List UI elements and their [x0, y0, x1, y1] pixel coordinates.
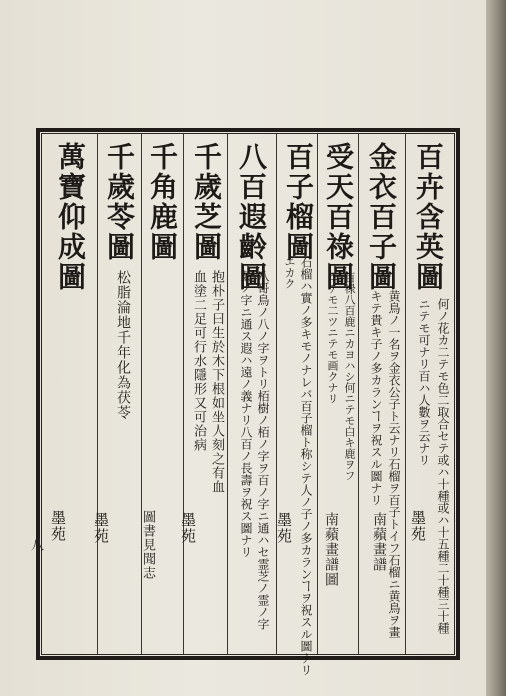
column-rule — [276, 134, 277, 654]
entry-note: キテ貴キ子ノ多カランヿヲ祝スル圖ナリ — [369, 290, 383, 506]
column-rule — [97, 134, 98, 654]
column-rule — [183, 134, 184, 654]
entry-source: 墨苑 — [92, 512, 110, 544]
entry-title: 千角鹿圖 — [146, 142, 179, 262]
page-edge — [486, 0, 506, 696]
entry-title: 金衣百子圖 — [365, 142, 398, 292]
entry-source: 墨苑 — [49, 510, 67, 542]
column-rule — [405, 134, 406, 654]
entry-title: 百子榴圖 — [282, 142, 315, 262]
entry-title: 受天百祿圖 — [322, 142, 355, 292]
entry-source: 南蘋畫譜圖 — [323, 512, 339, 587]
entry-note: 八哥鳥ノ八ノ字ヲトリ栢樹ノ栢ノ字ヲ百ノ字ニ通ハセ霊芝ノ霊ノ字 — [256, 270, 270, 630]
entry-title: 萬寶仰成圖 — [54, 142, 87, 292]
entry-note: 何ノ花カ二テモ色二取合セテ或ハ十種或ハ十五種二十種三十種 — [436, 298, 450, 634]
entry-note: 黄鳥ノ一名ヲ金衣公子ト云ナリ石榴ヲ百子トイフ石榴ニ黄鳥ヲ畫 — [387, 290, 401, 638]
entry-title: 八百遐齡圖 — [235, 142, 268, 292]
column-rule — [227, 134, 228, 654]
entry-title: 千歲苓圖 — [103, 142, 136, 262]
entry-note: 松脂淪地千年化為茯苓 — [115, 270, 131, 420]
entry-source: 墨苑 — [275, 512, 293, 544]
column-rule — [317, 134, 318, 654]
entry-note: 百禄八百鹿ニカヨハシ何ニテモ白キ鹿ヲフ — [343, 272, 356, 481]
entry-title: 千歲芝圖 — [190, 142, 223, 262]
entry-source: 墨苑 — [179, 512, 197, 544]
entry-note: 血塗二足可行水隱形又可治病 — [191, 270, 206, 452]
entry-note: 齡ノ字ニ通ス遐ハ遠ノ義ナリ八百ノ長壽ヲ祝ス圖ナリ — [239, 270, 253, 558]
entry-note: 抱朴子曰生於木下根如坐人刻之有血 — [209, 270, 224, 494]
entry-source: 南蘋畫譜 — [371, 512, 387, 572]
entry-note: ニテモ可ナリ百ハ人數ヲ云ナリ — [417, 298, 431, 466]
entry-source: 墨苑 — [409, 510, 427, 542]
entry-source: 圖書見聞志 — [140, 510, 155, 580]
entry-note: エカク — [283, 256, 296, 289]
entry-note: 石榴ハ實ノ多キモノナレバ百子榴ト称シテ人ノ子ノ多カランヿヲ祝スル圖ナリ — [299, 256, 313, 676]
entry-title: 百卉含英圖 — [412, 142, 445, 292]
entry-note: ニテモ二ツニテモ画クナリ — [326, 272, 339, 404]
page-number: 八 — [28, 538, 43, 551]
column-rule — [358, 134, 359, 654]
